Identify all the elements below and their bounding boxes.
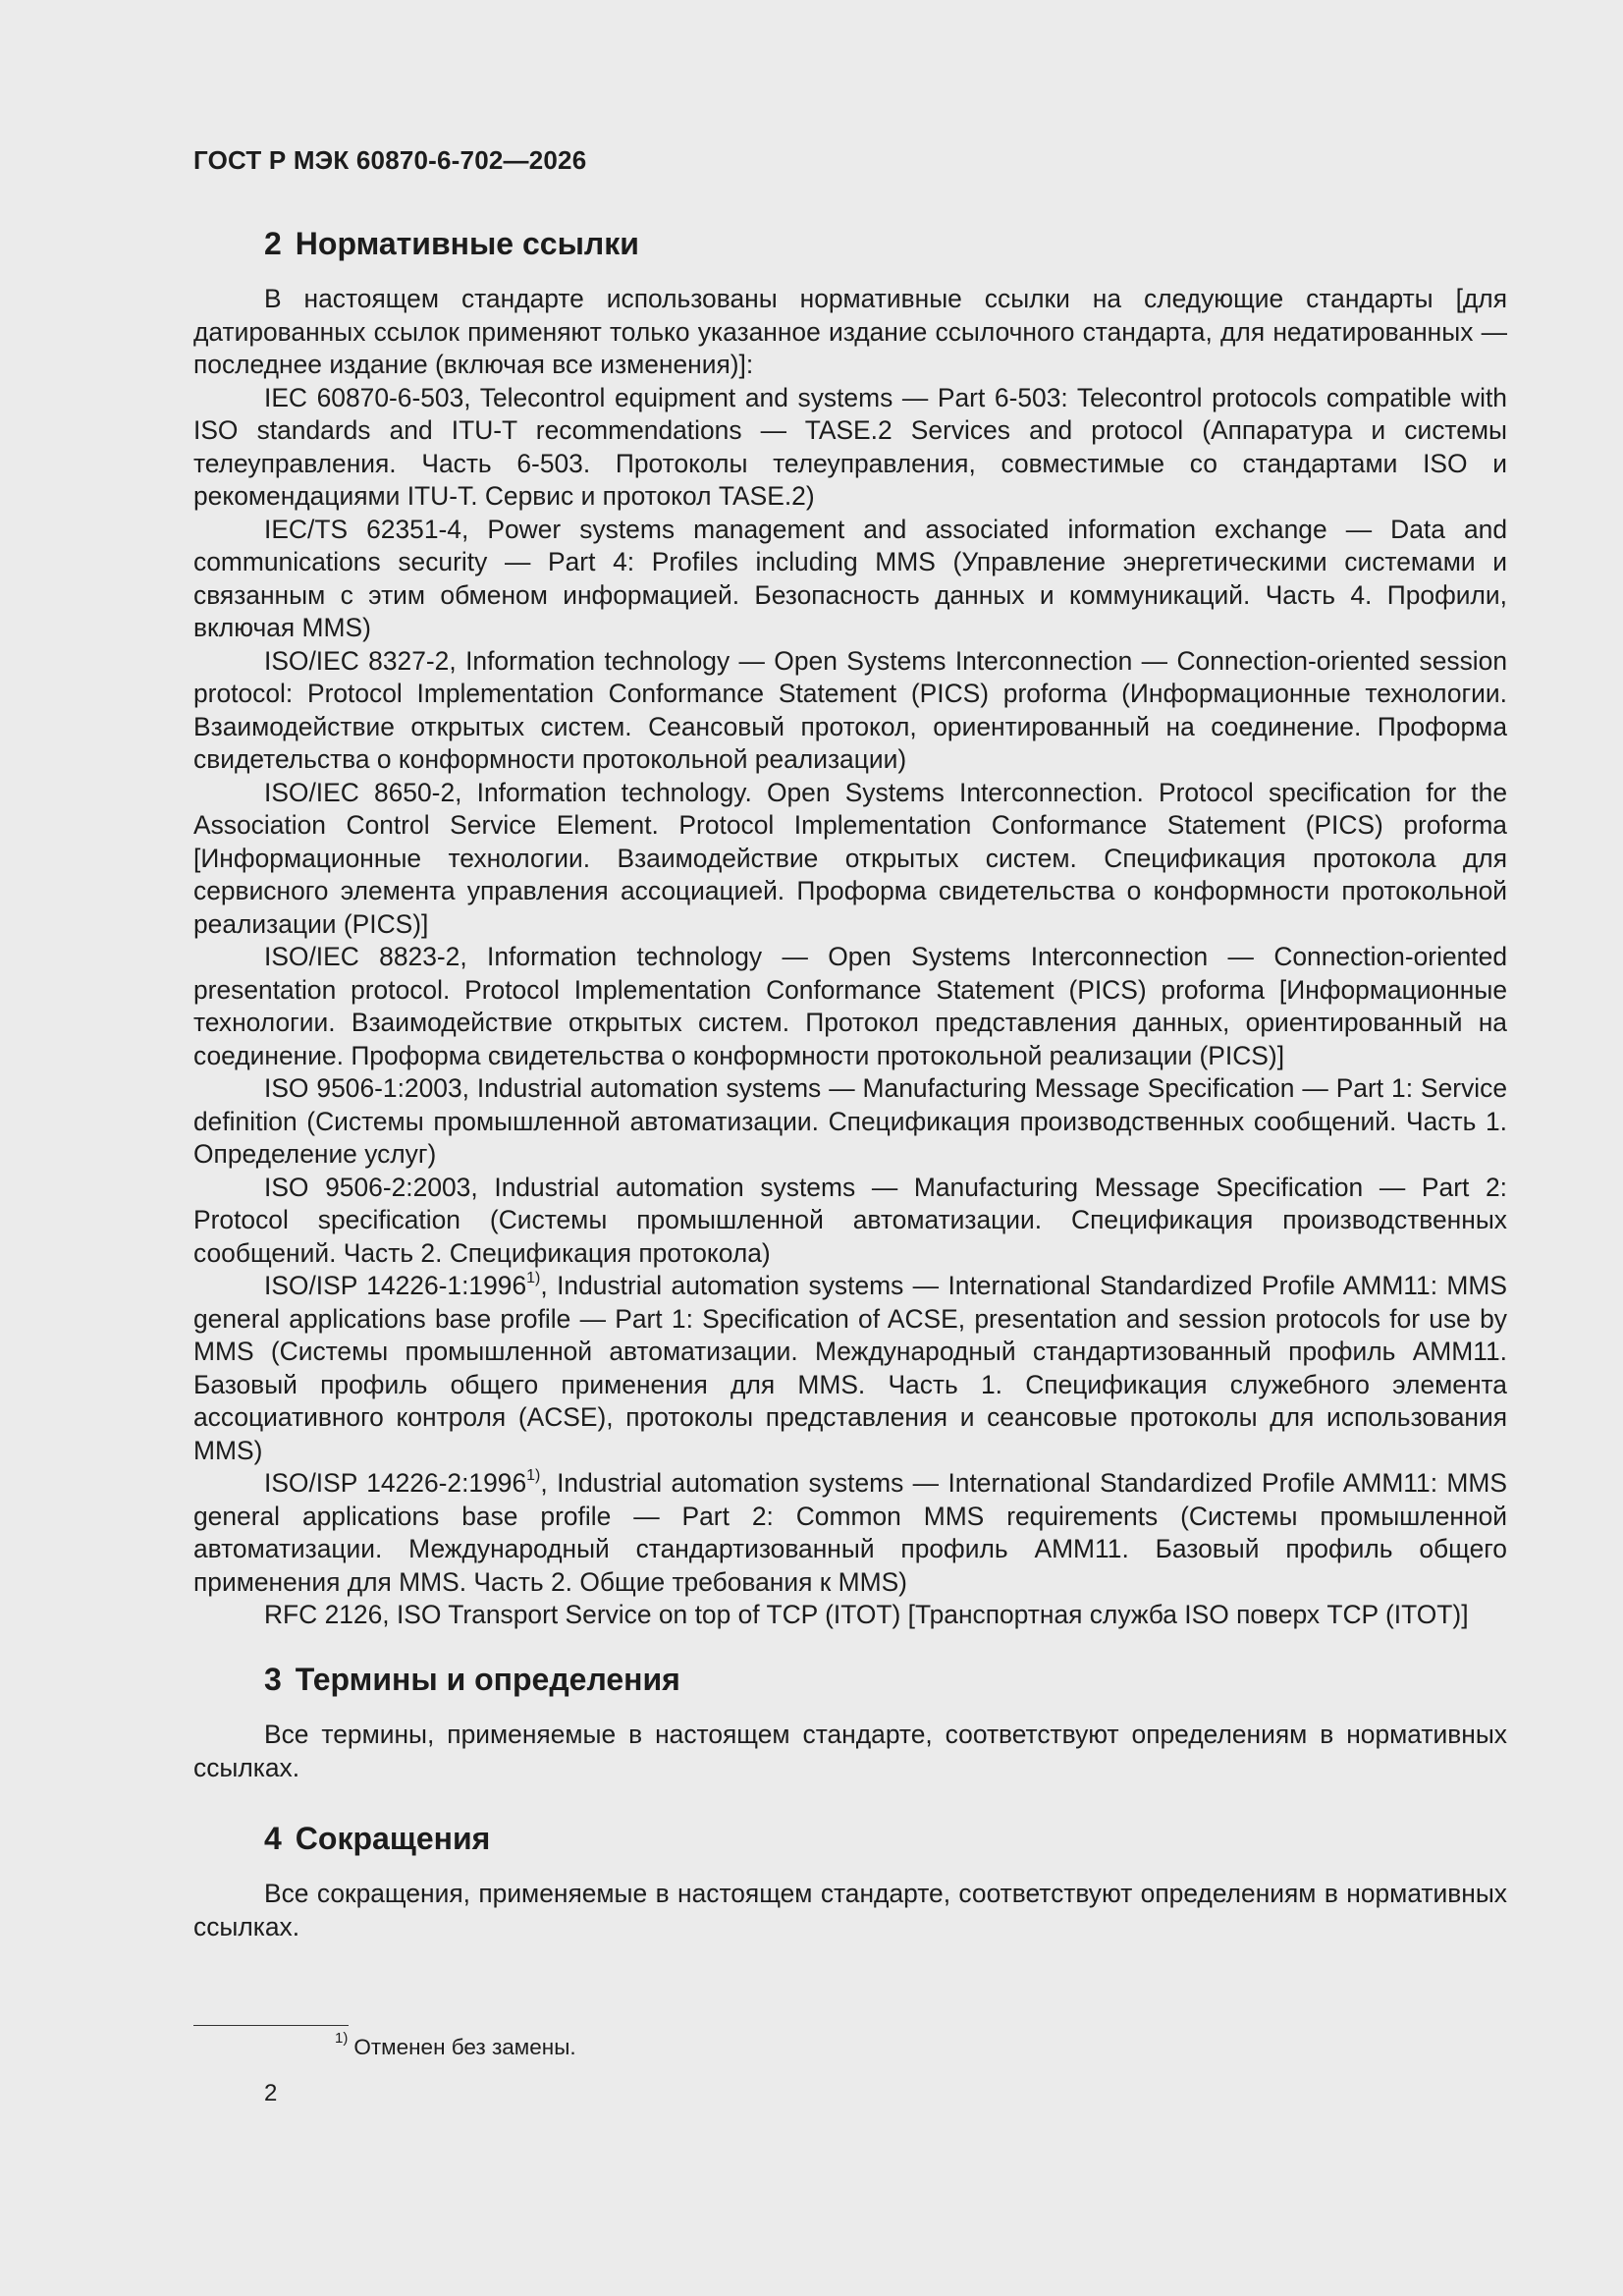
reference-text: , ISO Transport Service on top of TCP (ITOT) [Транспортная служба ISO поверх TCP (ITOT)] [382,1600,1469,1629]
section-heading [193,1660,1507,1699]
section-text: Все термины, применяемые в настоящем стандарте, соответствуют определениям в нормативных ссылках. [193,1720,1507,1782]
reference-code: ISO/IEC 8327-2 [264,645,450,676]
page-number: 2 [264,2080,278,2106]
reference-text: , Telecontrol equipment and systems — Part 6-503: Telecontrol protocols compatible with ISO standards and ITU-T recommendations — TASE.2 Services and protocol (Аппаратура и системы телеуправления. Часть 6-503. Протоколы телеуправления, совместимые со стандартами ISO и рекомендациями ITU-T. Сервис и протокол TASE.2) [193,382,1507,511]
section-text: Все сокращения, применяемые в настоящем стандарте, соответствуют определениям в нормативных ссылках. [193,1879,1507,1941]
reference-item [193,382,1507,514]
reference-code: ISO/ISP 14226-1:1996 [264,1271,527,1300]
section-intro: В настоящем стандарте использованы нормативные ссылки на следующие стандарты [для датированных ссылок применяют только указанное издание ссылочного стандарта, для недатированных — последнее издание (включая все изменения)]: [193,284,1507,379]
section-title: Нормативные ссылки [295,226,639,261]
reference-item [193,1599,1507,1632]
section-number: 3 [264,1662,282,1697]
footnote-mark: 1) [335,2029,349,2047]
reference-list [193,382,1507,1632]
section-heading [193,1819,1507,1858]
reference-code: IEC/TS 62351-4 [264,514,461,544]
document-designation: ГОСТ Р МЭК 60870-6-702—2026 [193,145,587,175]
reference-item [193,1270,1507,1467]
section-terms-definitions [193,1660,1507,1784]
reference-text: , Industrial automation systems — Manufacturing Message Specification — Part 1: Service definition (Системы промышленной автоматизации. Спецификация производственных сообщений. Часть 1. Определение услуг) [193,1073,1508,1169]
reference-item [193,514,1507,645]
reference-text: , Power systems management and associated information exchange — Data and communications security — Part 4: Profiles including MMS (Управление энергетическими системами и связанным с этим обменом информацией. Безопасность данных и коммуникаций. Часть 4. Профили, включая MMS) [193,514,1508,642]
reference-code: IEC 60870-6-503 [264,382,464,412]
reference-code: ISO/IEC 8823-2 [264,942,460,971]
reference-item [193,645,1507,777]
reference-text: , Industrial automation systems — Manufacturing Message Specification — Part 2: Protocol specification (Системы промышленной автоматизации. Спецификация производственных сообщений. Часть 2. Спецификация протокола) [193,1172,1507,1268]
reference-text: , Industrial automation systems — International Standardized Profile AMM11: MMS general applications base profile — Part 2: Common MMS requirements (Системы промышленной автоматизации. Международный стандартизованный профиль AMM11. Базовый профиль общего применения для MMS. Часть 2. Общие требования к MMS) [193,1468,1507,1597]
footnote-divider [193,2025,349,2026]
reference-item [193,1467,1507,1599]
footnote-text: Отменен без замены. [353,2035,576,2059]
reference-text: , Industrial automation systems — International Standardized Profile AMM11: MMS general applications base profile — Part 1: Specification of ACSE, presentation and session protocols for use by MMS (Системы промышленной автоматизации. Международный стандартизованный профиль AMM11. Базовый профиль общего применения для MMS. Часть 1. Спецификация служебного элемента ассоциативного контроля (ACSE), протоколы представления и сеансовые протоколы для использования MMS) [193,1271,1507,1465]
reference-text: , Information technology — Open Systems Interconnection — Connection-oriented session protocol: Protocol Implementation Conformance Statement (PICS) proforma (Информационные технологии. Взаимодействие открытых систем. Сеансовый протокол, ориентированный на соединение. Проформа свидетельства о конформности протокольной реализации) [193,645,1507,774]
reference-item [193,1172,1507,1271]
reference-text: , Information technology. Open Systems Interconnection. Protocol specification for the Association Control Service Element. Protocol Implementation Conformance Statement (PICS) proforma [Информационные технологии. Взаимодействие открытых систем. Спецификация протокола для сервисного элемента управления ассоциацией. Проформа свидетельства о конформности протокольной реализации (PICS)] [193,777,1507,939]
reference-code: RFC 2126 [264,1600,383,1629]
footnote-mark: 1) [526,1270,541,1287]
reference-item [193,1072,1507,1172]
reference-item [193,777,1507,942]
reference-text: , Information technology — Open Systems Interconnection — Connection-oriented presentation protocol. Protocol Implementation Conformance Statement (PICS) proforma [Информационные технологии. Взаимодействие открытых систем. Протокол представления данных, ориентированный на соединение. Проформа свидетельства о конформности протокольной реализации (PICS)] [193,942,1507,1070]
section-title: Термины и определения [295,1662,680,1697]
section-title: Сокращения [295,1821,491,1856]
reference-code: ISO/ISP 14226-2:1996 [264,1468,527,1498]
footnote [264,2029,576,2061]
section-number: 4 [264,1821,282,1856]
reference-code: ISO 9506-2:2003 [264,1172,471,1202]
section-normative-references [193,224,1507,1632]
section-number: 2 [264,226,282,261]
reference-item [193,941,1507,1072]
reference-code: ISO 9506-1:2003 [264,1073,462,1103]
footnote-mark: 1) [526,1467,541,1485]
reference-code: ISO/IEC 8650-2 [264,777,456,807]
section-heading [193,224,1507,263]
section-abbreviations [193,1819,1507,1943]
